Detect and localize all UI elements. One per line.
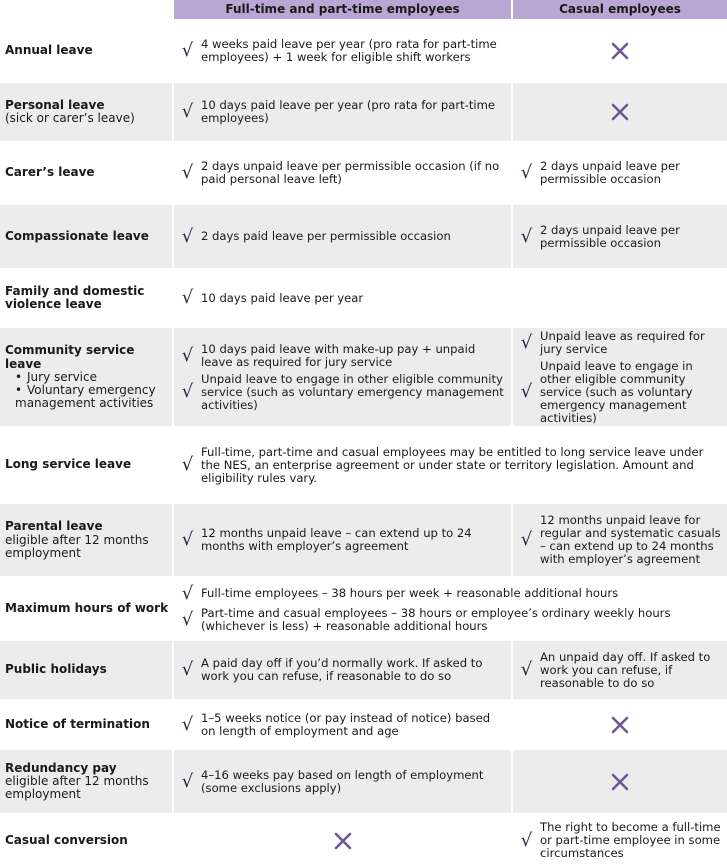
table-row: [0, 641, 727, 699]
entitlement-text: Part-time and casual employees – 38 hours or employee’s ordinary weekly hours (whichever is less) + reasonable additional hours: [201, 605, 671, 633]
row-label-cell: [0, 815, 172, 866]
casual-cell: [513, 143, 727, 203]
full-part-time-cell: [174, 815, 511, 866]
entitlement-text: Unpaid leave to engage in other eligible community service (such as voluntary emergency management activities): [201, 371, 504, 412]
row-title: Redundancy pay: [5, 760, 117, 775]
row-bullet: • Jury service: [5, 371, 172, 384]
entitlement-text: 10 days paid leave with make-up pay + unpaid leave as required for jury service: [201, 341, 476, 369]
table-row: [0, 83, 727, 141]
tick-icon: √: [181, 225, 194, 247]
entitlement-text: 2 days unpaid leave per permissible occasion: [540, 222, 680, 250]
cross-icon: [513, 103, 727, 121]
row-label: [5, 718, 150, 732]
full-part-time-cell: [174, 83, 511, 141]
table-row: [0, 701, 727, 748]
tick-icon: √: [181, 287, 194, 308]
row-label-cell: [0, 328, 172, 426]
tick-icon: √: [181, 608, 194, 630]
table-row: [0, 815, 727, 866]
entitlement-text: 1–5 weeks notice (or pay instead of notice) based on length of employment and age: [201, 710, 491, 738]
entitlement-text: Full-time, part-time and casual employees may be entitled to long service leave under the NES, an enterprise agreement or under state or territory legislation. Amount and eligibility rules vary.: [201, 444, 704, 485]
entitlement-item: [513, 160, 727, 186]
entitlement-item: [513, 651, 727, 690]
entitlement-text: 4 weeks paid leave per year (pro rata for part-time employees) + 1 week for eligible shift workers: [201, 36, 497, 64]
entitlement-text: 2 days unpaid leave per permissible occasion (if no paid personal leave left): [201, 159, 500, 186]
row-title: Annual leave: [5, 42, 93, 57]
casual-cell: [513, 20, 727, 81]
cross-icon: [174, 832, 511, 850]
entitlement-list: [174, 582, 727, 633]
table-row: [0, 750, 727, 813]
row-title: Maximum hours of work: [5, 600, 169, 615]
entitlement-item: [174, 343, 511, 369]
row-label: [5, 834, 128, 848]
row-title: Compassionate leave: [5, 228, 149, 243]
casual-cell: [513, 641, 727, 699]
tick-icon: √: [181, 770, 194, 792]
table-row: [0, 504, 727, 576]
entitlement-list: [174, 225, 455, 247]
row-title: Public holidays: [5, 662, 107, 677]
row-label: [5, 458, 131, 472]
full-part-time-cell: [174, 328, 511, 426]
entitlement-text: Unpaid leave to engage in other eligible community service (such as voluntary emergency management activities): [540, 358, 693, 425]
row-label-cell: [0, 20, 172, 81]
row-label: [5, 344, 172, 410]
header-full-part-time: Full-time and part-time employees: [174, 0, 511, 19]
entitlement-text: 2 days unpaid leave per permissible occasion: [540, 159, 680, 186]
full-part-time-cell: [174, 641, 511, 699]
row-label-cell: [0, 270, 172, 326]
tick-icon: √: [181, 344, 194, 366]
tick-icon: √: [181, 101, 194, 122]
full-part-time-cell: [174, 205, 511, 268]
row-label: [5, 285, 172, 312]
entitlement-list: [174, 769, 511, 795]
tick-icon: √: [520, 829, 533, 851]
row-label: [5, 663, 107, 677]
entitlement-item: [174, 289, 367, 307]
entitlement-list: [174, 160, 511, 186]
table-row: [0, 578, 727, 639]
all-employees-cell: [174, 578, 727, 639]
row-title: Notice of termination: [5, 716, 150, 731]
row-label: [5, 602, 168, 616]
entitlement-item: [174, 38, 511, 64]
entitlement-item: [174, 527, 511, 553]
entitlement-item: [513, 360, 727, 425]
entitlement-text: A paid day off if you’d normally work. If asked to work you can refuse, if reasonable to do so: [201, 656, 483, 683]
row-title: Long service leave: [5, 457, 132, 472]
row-title: Casual conversion: [5, 832, 128, 847]
row-label-cell: [0, 578, 172, 639]
full-part-time-cell: [174, 20, 511, 81]
full-part-time-cell: [174, 701, 511, 748]
entitlement-list: [174, 289, 367, 307]
entitlement-list: [513, 224, 727, 250]
header-casual: Casual employees: [513, 0, 727, 19]
entitlement-list: [174, 712, 511, 738]
row-bullet: • Voluntary emergency management activities: [5, 384, 172, 410]
full-part-time-cell: [174, 270, 511, 326]
row-label-cell: [0, 750, 172, 813]
entitlement-text: An unpaid day off. If asked to work you can refuse, if reasonable to do so: [540, 649, 711, 690]
table-row: [0, 328, 727, 426]
casual-cell: [513, 270, 727, 326]
entitlement-list: [174, 38, 511, 64]
casual-cell: [513, 815, 727, 866]
casual-cell: [513, 83, 727, 141]
entitlement-text: Unpaid leave as required for jury service: [540, 328, 705, 356]
entitlement-item: [174, 225, 455, 247]
entitlement-list: [174, 657, 511, 683]
row-label: [5, 44, 93, 58]
row-title: Family and domestic violence leave: [5, 283, 145, 311]
entitlement-item: [513, 821, 727, 860]
row-label-cell: [0, 641, 172, 699]
entitlement-item: [513, 224, 727, 250]
entitlement-text: 10 days paid leave per year: [201, 290, 364, 305]
tick-icon: √: [181, 529, 194, 550]
entitlement-item: [174, 657, 511, 683]
row-title: Personal leave: [5, 97, 105, 112]
tick-icon: √: [520, 331, 533, 353]
tick-icon: √: [520, 659, 533, 680]
entitlement-text: 2 days paid leave per permissible occasion: [201, 229, 451, 243]
table-row: [0, 428, 727, 502]
full-part-time-cell: [174, 504, 511, 576]
entitlement-list: [174, 343, 511, 412]
entitlement-item: [174, 99, 511, 125]
entitlement-item: [174, 607, 727, 633]
entitlement-item: [174, 373, 511, 412]
tick-icon: √: [520, 529, 533, 550]
row-title: Community service leave: [5, 343, 135, 371]
tick-icon: √: [181, 659, 194, 680]
cross-icon: [513, 773, 727, 791]
casual-cell: [513, 504, 727, 576]
entitlement-text: 12 months unpaid leave for regular and systematic casuals – can extend up to 24 months with employer’s agreement: [540, 513, 721, 566]
entitlement-list: [513, 651, 727, 690]
entitlement-item: [174, 446, 727, 485]
cross-icon: [513, 42, 727, 60]
entitlement-text: 10 days paid leave per year (pro rata for part-time employees): [201, 98, 496, 125]
row-subtitle: (sick or carer’s leave): [5, 111, 135, 126]
tick-icon: √: [181, 713, 194, 735]
table-row: [0, 143, 727, 203]
casual-cell: [513, 701, 727, 748]
tick-icon: √: [520, 381, 533, 402]
tick-icon: √: [181, 582, 194, 604]
casual-cell: [513, 328, 727, 426]
row-label-cell: [0, 83, 172, 141]
entitlement-text: 12 months unpaid leave – can extend up to 24 months with employer’s agreement: [201, 526, 472, 553]
tick-icon: √: [181, 454, 194, 475]
entitlement-text: Full-time employees – 38 hours per week + reasonable additional hours: [201, 586, 619, 600]
entitlement-list: [513, 330, 727, 425]
tick-icon: √: [520, 225, 533, 247]
casual-cell: [513, 750, 727, 813]
row-label: [5, 230, 149, 244]
entitlement-list: [174, 446, 727, 485]
row-subtitle: eligible after 12 months employment: [5, 774, 149, 802]
table-row: [0, 20, 727, 81]
row-label-cell: [0, 143, 172, 203]
row-subtitle: eligible after 12 months employment: [5, 532, 149, 560]
entitlement-list: [513, 821, 727, 860]
tick-icon: √: [181, 162, 194, 183]
entitlement-list: [174, 99, 511, 125]
row-label: [5, 520, 172, 560]
entitlement-list: [513, 514, 727, 566]
row-label: [5, 99, 135, 126]
row-label-cell: [0, 701, 172, 748]
entitlement-list: [174, 527, 511, 553]
all-employees-cell: [174, 428, 727, 502]
table-row: [0, 270, 727, 326]
row-label: [5, 166, 95, 180]
entitlement-list: [513, 160, 727, 186]
row-label: [5, 762, 172, 802]
cross-icon: [513, 716, 727, 734]
full-part-time-cell: [174, 143, 511, 203]
entitlement-item: [174, 582, 727, 604]
row-title: Parental leave: [5, 519, 103, 534]
entitlement-text: The right to become a full-time or part-time employee in some circumstances: [540, 820, 721, 860]
tick-icon: √: [520, 162, 533, 183]
casual-cell: [513, 205, 727, 268]
entitlement-text: 4–16 weeks pay based on length of employment (some exclusions apply): [201, 767, 484, 795]
entitlement-item: [174, 160, 511, 186]
row-label-cell: [0, 205, 172, 268]
entitlement-item: [513, 514, 727, 566]
entitlement-item: [174, 712, 511, 738]
entitlement-item: [174, 769, 511, 795]
table-row: [0, 205, 727, 268]
full-part-time-cell: [174, 750, 511, 813]
entitlement-item: [513, 330, 727, 356]
row-title: Carer’s leave: [5, 165, 95, 180]
tick-icon: √: [181, 381, 194, 402]
tick-icon: √: [181, 39, 194, 61]
row-label-cell: [0, 428, 172, 502]
row-label-cell: [0, 504, 172, 576]
